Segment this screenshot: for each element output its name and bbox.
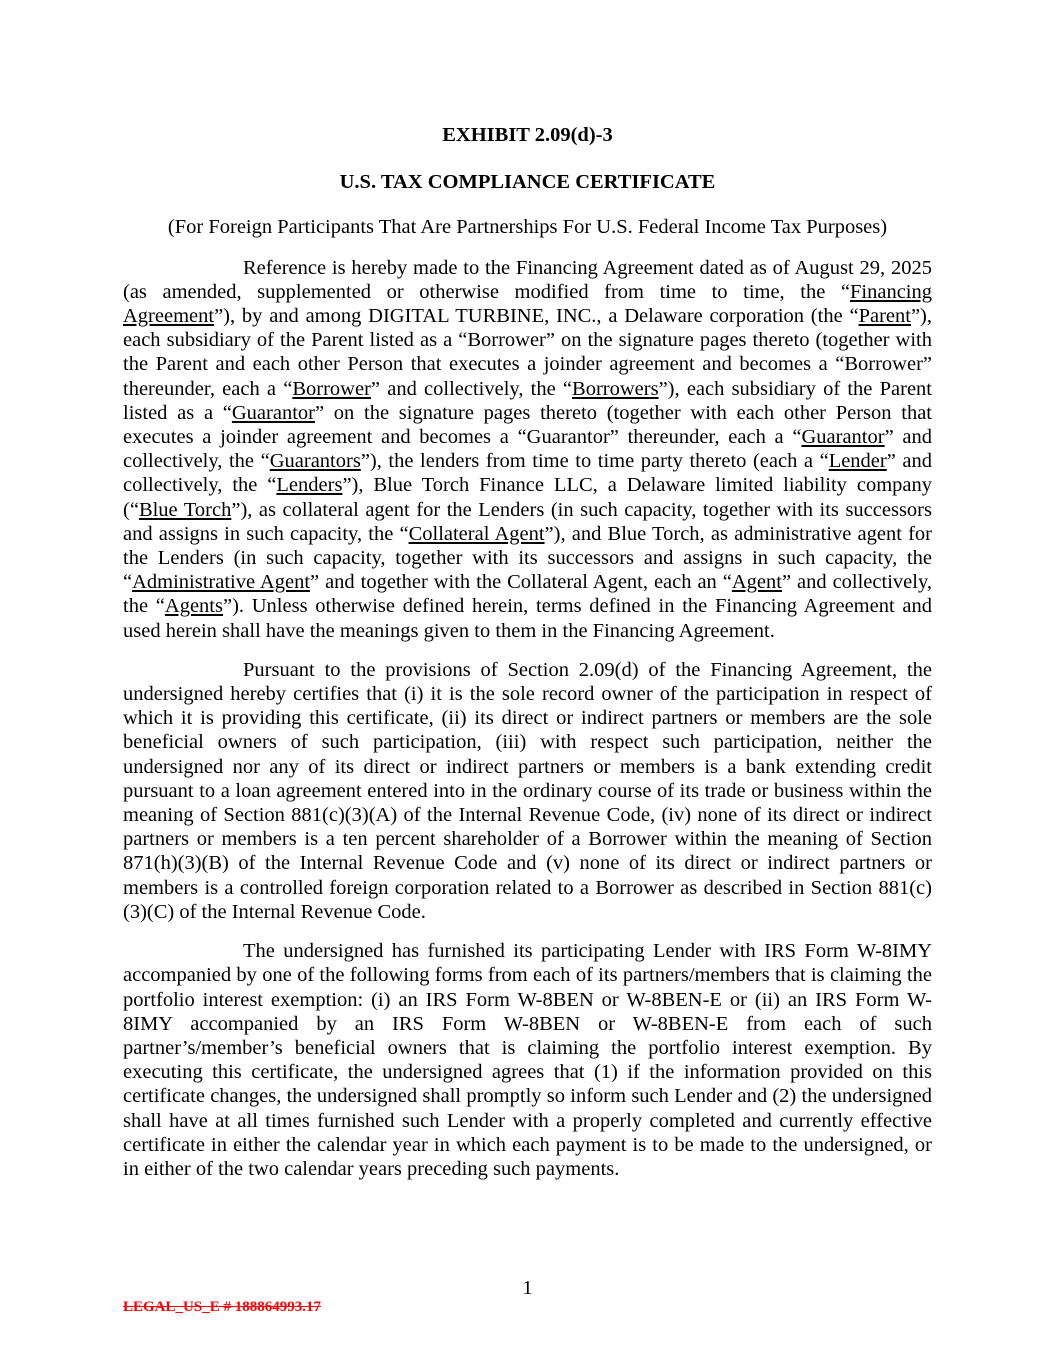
defined-term: Guarantor <box>801 426 885 449</box>
paragraph-2: Pursuant to the provisions of Section 2.09(d) of the Financing Agreement, the undersigned hereby certifies that (i) it is the sole record owner of the participation in respect of which it is providing this certificate, (ii) its direct or indirect partners or members are the sole beneficial owners of such participation, (iii) with respect such participation, neither the undersigned nor any of its direct or indirect partners or members is a bank extending credit pursuant to a loan agreement entered into in the ordinary course of its trade or business within the meaning of Section 881(c)(3)(A) of the Internal Revenue Code, (iv) none of its direct or indirect partners or members is a ten percent shareholder of a Borrower within the meaning of Section 871(h)(3)(B) of the Internal Revenue Code and (v) none of its direct or indirect partners or members is a controlled foreign corporation related to a Borrower as described in Section 881(c)(3)(C) of the Internal Revenue Code. <box>123 658 932 923</box>
defined-term: Parent <box>858 305 911 328</box>
defined-term: Financing Agreement <box>123 280 932 328</box>
defined-term: Lender <box>828 450 887 473</box>
defined-term: Guarantor <box>231 401 315 424</box>
defined-term: Borrower <box>292 377 371 400</box>
defined-term: Collateral Agent <box>408 522 545 545</box>
defined-term: Agents <box>164 595 223 618</box>
defined-term: Administrative Agent <box>132 571 311 594</box>
defined-term: Lenders <box>276 474 343 497</box>
exhibit-heading: EXHIBIT 2.09(d)-3 <box>442 124 613 146</box>
defined-term: Blue Torch <box>138 498 232 521</box>
document-content <box>123 123 932 1196</box>
document-subtitle: (For Foreign Participants That Are Partnerships For U.S. Federal Income Tax Purposes) <box>167 216 888 239</box>
paragraph-3: The undersigned has furnished its participating Lender with IRS Form W-8IMY accompanied by one of the following forms from each of its partners/members that is claiming the portfolio interest exemption: (i) an IRS Form W-8BEN or W-8BEN-E or (ii) an IRS Form W-8IMY accompanied by an IRS Form W-8BEN or W-8BEN-E from each of such partner’s/member’s beneficial owners that is claiming the portfolio interest exemption. By executing this certificate, the undersigned agrees that (1) if the information provided on this certificate changes, the undersigned shall promptly so inform such Lender and (2) the undersigned shall have at all times furnished such Lender with a properly completed and currently effective certificate in either the calendar year in which each payment is to be made to the undersigned, or in either of the two calendar years preceding such payments. <box>123 940 932 1180</box>
paragraphs <box>123 256 932 1182</box>
page-number: 1 <box>522 1277 533 1299</box>
legal-id-footer: LEGAL_US_E # 188864993.17 <box>123 1299 321 1315</box>
defined-term: Borrowers <box>572 377 659 400</box>
defined-term: Agent <box>731 571 782 594</box>
defined-term: Guarantors <box>269 450 361 473</box>
document-title: U.S. TAX COMPLIANCE CERTIFICATE <box>339 171 716 194</box>
paragraph-1: Reference is hereby made to the Financing Agreement dated as of August 29, 2025 (as amended, supplemented or otherwise modified from time to time, the “Financing Agreement”), by and among DIGITAL TURBINE, INC., a Delaware corporation (the “Parent”), each subsidiary of the Parent listed as a “Borrower” on the signature pages thereto (together with the Parent and each other Person that executes a joinder agreement and becomes a “Borrower” thereunder, each a “Borrower” and collectively, the “Borrowers”), each subsidiary of the Parent listed as a “Guarantor” on the signature pages thereto (together with each other Person that executes a joinder agreement and becomes a “Guarantor” thereunder, each a “Guarantor” and collectively, the “Guarantors”), the lenders from time to time party thereto (each a “Lender” and collectively, the “Lenders”), Blue Torch Finance LLC, a Delaware limited liability company (“Blue Torch”), as collateral agent for the Lenders (in such capacity, together with its successors and assigns in such capacity, the “Collateral Agent”), and Blue Torch, as administrative agent for the Lenders (in such capacity, together with its successors and assigns in such capacity, the “Administrative Agent” and together with the Collateral Agent, each an “Agent” and collectively, the “Agents”). Unless otherwise defined herein, terms defined in the Financing Agreement and used herein shall have the meanings given to them in the Financing Agreement. <box>123 256 933 642</box>
